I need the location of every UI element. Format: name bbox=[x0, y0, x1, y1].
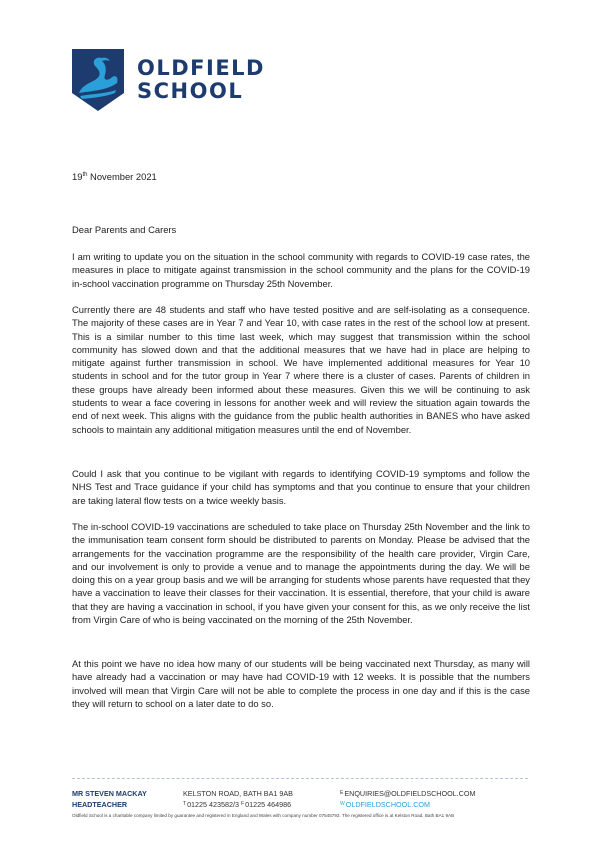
paragraph-symptoms: Could I ask that you continue to be vigilant with regards to identifying COVID-19 symptoms and follow the NHS Test and Trace guidance if your child has symptoms and that you continue to ensure that your children are taking lateral flow tests on a twice weekly basis. bbox=[72, 468, 530, 506]
letter-date bbox=[72, 171, 157, 182]
fax-number: 01225 464986 bbox=[245, 800, 292, 809]
email-link[interactable]: ENQUIRIES@OLDFIELDSCHOOL.COM bbox=[344, 789, 476, 798]
paragraph-intro: I am writing to update you on the situation in the school community with regards to COVID-19 case rates, the measures in place to mitigate against transmission in the school community and the plans for the COVID-19 in-school vaccination programme on Thursday 25th November. bbox=[72, 251, 530, 289]
letter-footer bbox=[72, 778, 528, 809]
school-address: KELSTON ROAD, BATH BA1 9AB bbox=[183, 789, 293, 798]
date-day: 19 bbox=[72, 171, 83, 182]
school-logo bbox=[72, 49, 265, 111]
salutation: Dear Parents and Carers bbox=[72, 224, 177, 235]
school-name bbox=[137, 57, 265, 103]
school-name-line1: OLDFIELD bbox=[137, 56, 265, 80]
footer-online bbox=[340, 788, 475, 810]
phone-fax-line bbox=[183, 799, 293, 810]
paragraph-vaccinations: The in-school COVID-19 vaccinations are scheduled to take place on Thursday 25th November and the link to the immunisation team consent form should be distributed to parents on Monday. Please be advised that the arrangements for the vaccination programme are the responsibility of the health care provider, Virgin Care, and our involvement is only to provide a venue and to manage the appointments during the day. We will be doing this on a year group basis and we will be arranging for students whose parents have requested that they have a vaccination to leave their classes for their vaccination. It is essential, therefore, that your child is aware that they are having a vaccination in school, if you have given your consent for this, as we only receive the list from Virgin Care of who is being vaccinated on the morning of the 25th November. bbox=[72, 521, 530, 626]
paragraph-numbers: At this point we have no idea how many of our students will be being vaccinated next Thursday, as many will have already had a vaccination or may have had COVID-19 with 12 weeks. It is possible that the numbers involved will mean that Virgin Care will not be able to complete the process in one day and if this is the case they will return to school on a later date to do so. bbox=[72, 658, 530, 709]
phone-number: 01225 423582/3 bbox=[187, 800, 240, 809]
date-rest: November 2021 bbox=[87, 171, 157, 182]
email-symbol: E bbox=[340, 790, 344, 796]
web-symbol: W bbox=[340, 801, 345, 807]
email-line bbox=[340, 788, 475, 799]
swan-crest-icon bbox=[72, 49, 124, 111]
date-suffix: th bbox=[82, 171, 88, 178]
website-line bbox=[340, 799, 475, 810]
legal-notice: Oldfield School is a charitable company limited by guarantee and registered in England and Wales with company number 07545793. The registered office is at Kelston Road, Bath BA1 9AB bbox=[72, 813, 455, 818]
phone-symbol: T bbox=[183, 801, 187, 807]
school-name-line2: SCHOOL bbox=[137, 79, 244, 103]
paragraph-case-rates: Currently there are 48 students and staff who have tested positive and are self-isolating as a consequence. The majority of these cases are in Year 7 and Year 10, with case rates in the rest of the school low at present. This is a similar number to this time last week, which may suggest that transmission within the school community has slowed down and that the additional measures that we have had in place are helping to mitigate against further transmission in school. We have implemented additional measures for Year 10 students in school and for the tutor group in Year 7 where there is a cluster of cases. Parents of children in these groups have already been informed about these measures. Given this we will be continuing to ask students to wear a face covering in lessons for another week and will review the situation again towards the end of next week. This aligns with the guidance from the public health authorities in BANES who have asked schools to maintain any additional mitigation measures until the end of November. bbox=[72, 304, 530, 435]
website-link[interactable]: OLDFIELDSCHOOL.COM bbox=[345, 800, 431, 809]
footer-contact bbox=[183, 788, 293, 810]
footer-headteacher bbox=[72, 788, 147, 810]
head-title: HEADTEACHER bbox=[72, 800, 128, 809]
head-name: MR STEVEN MACKAY bbox=[72, 789, 147, 798]
fax-symbol: F bbox=[241, 801, 245, 807]
